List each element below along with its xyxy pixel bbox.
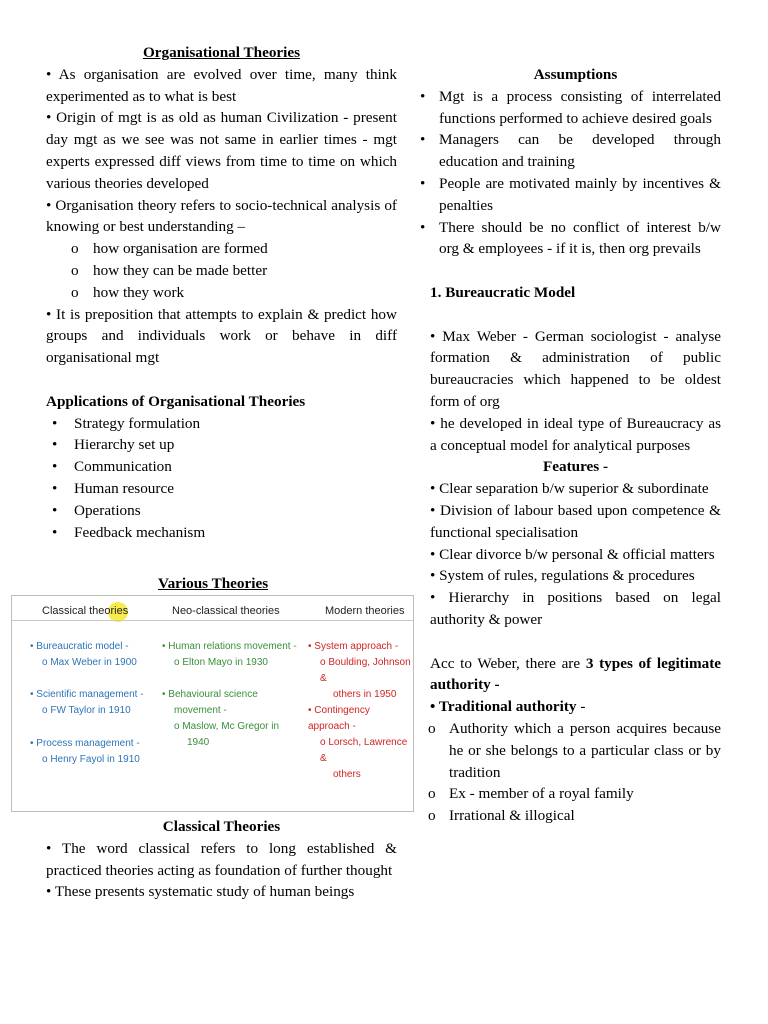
assumptions-list <box>430 86 721 260</box>
bureaucratic-model-heading: 1. Bureaucratic Model <box>430 283 576 301</box>
intro-bullet-1: • As organisation are evolved over time, many think experimented as to what is best <box>46 65 397 105</box>
classical-item-process: • Process management - o Henry Fayol in 1910 <box>30 738 140 765</box>
figure-header-classical: Classical theories <box>42 605 129 617</box>
applications-list <box>46 413 397 544</box>
weber-bullet-2: • he developed in ideal type of Bureaucracy as a conceptual model for analytical purposes <box>430 414 721 454</box>
classical-item-scientific: • Scientific management - o FW Taylor in 1910 <box>30 689 144 716</box>
assumptions-heading: Assumptions <box>533 66 618 83</box>
page-title: Organisational Theories <box>142 44 301 61</box>
list-item: o Irrational & illogical <box>430 805 721 827</box>
feature-item: • Clear separation b/w superior & subordinate <box>430 480 709 498</box>
applications-heading: Applications of Organisational Theories <box>46 392 306 410</box>
neo-item-behavioural: • Behavioural science movement - o Maslow, Mc Gregor in 1940 <box>162 689 280 748</box>
weber-bullet-1: • Max Weber - German sociologist - analyse formation & administration of public bureaucracies which happened to be oldest form of org <box>430 327 721 410</box>
modern-item-contingency: • Contingency approach - o Lorsch, Lawrence & others <box>308 705 408 780</box>
figure-header-modern: Modern theories <box>325 605 405 617</box>
figure-divider <box>12 620 413 621</box>
left-column <box>46 42 397 543</box>
list-item: • Feedback mechanism <box>46 522 397 544</box>
list-item: • Communication <box>46 456 397 478</box>
features-heading: Features - <box>542 458 609 476</box>
feature-item: • Clear divorce b/w personal & official matters <box>430 545 715 563</box>
feature-item: • Hierarchy in positions based on legal authority & power <box>430 589 721 628</box>
modern-item-system: • System approach - o Boulding, Johnson & others in 1950 <box>308 641 411 700</box>
list-item: o how organisation are formed <box>46 238 397 260</box>
classical-bullet-1: • The word classical refers to long established & practiced theories acting as foundation of further thought <box>46 839 397 879</box>
list-item: o Ex - member of a royal family <box>430 783 721 805</box>
list-item: • Operations <box>46 500 397 522</box>
list-item: o Authority which a person acquires because he or she belongs to a particular class or by tradition <box>430 718 721 783</box>
list-item: • Human resource <box>46 478 397 500</box>
intro-bullet-4: • It is preposition that attempts to explain & predict how groups and individuals work or behave in diff organisational mgt <box>46 305 397 367</box>
organisation-theory-sublist <box>46 238 397 303</box>
list-item: • Mgt is a process consisting of interrelated functions performed to achieve desired goals <box>430 86 721 130</box>
list-item: • People are motivated mainly by incentives & penalties <box>430 173 721 217</box>
classical-item-bureaucratic: • Bureaucratic model - o Max Weber in 1900 <box>30 641 137 668</box>
various-theories-heading: Various Theories <box>158 575 269 592</box>
classical-theories-section <box>46 816 397 903</box>
list-item: o how they can be made better <box>46 260 397 282</box>
list-item: o how they work <box>46 282 397 304</box>
traditional-authority-list <box>430 718 721 827</box>
neo-item-human-relations: • Human relations movement - o Elton Mayo in 1930 <box>162 641 297 668</box>
feature-item: • Division of labour based upon competence & functional specialisation <box>430 501 721 541</box>
figure-header-neo-classical: Neo-classical theories <box>172 605 280 617</box>
traditional-authority-heading: • Traditional authority - <box>430 698 586 716</box>
classical-theories-heading: Classical Theories <box>162 818 281 835</box>
intro-bullet-2: • Origin of mgt is as old as human Civilization - present day mgt as we see was not same in earlier times - mgt experts expressed diff views from time to time on which various theories developed <box>46 109 397 192</box>
list-item: • Managers can be developed through education and training <box>430 129 721 173</box>
authority-intro: Acc to Weber, there are 3 types of legitimate authority - <box>430 654 721 694</box>
feature-item: • System of rules, regulations & procedures <box>430 567 695 585</box>
list-item: • Strategy formulation <box>46 413 397 435</box>
list-item: • Hierarchy set up <box>46 434 397 456</box>
right-column <box>430 64 721 827</box>
intro-bullet-3: • Organisation theory refers to socio-technical analysis of knowing or best understanding – <box>46 196 397 236</box>
classical-bullet-2: • These presents systematic study of human beings <box>46 883 355 901</box>
list-item: • There should be no conflict of interest b/w org & employees - if it is, then org prevails <box>430 217 721 261</box>
theories-figure <box>11 595 414 812</box>
